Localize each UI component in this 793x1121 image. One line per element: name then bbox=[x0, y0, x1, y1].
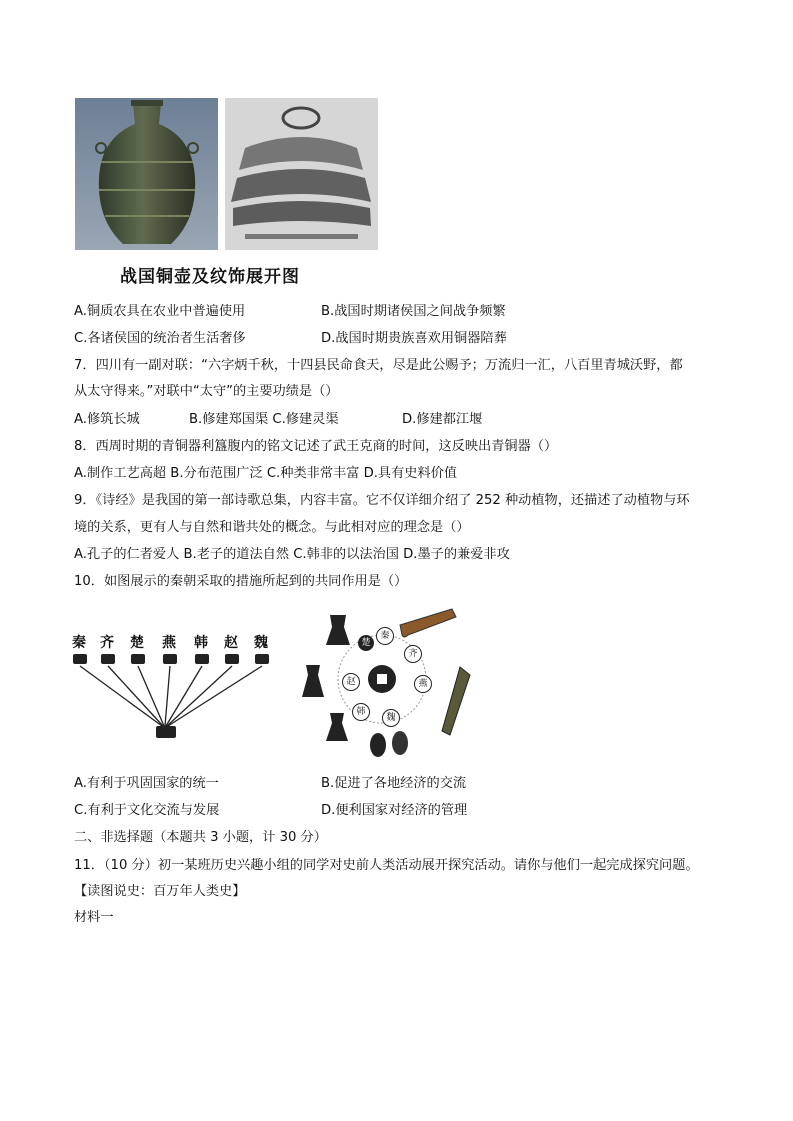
q11-stem: 11．（10 分）初一某班历史兴趣小组的同学对史前人类活动展开探究活动。请你与他们一起完成探究问题。 bbox=[74, 858, 699, 873]
q6-option-b: B.战国时期诸侯国之间战争频繁 bbox=[321, 304, 506, 319]
q7-option-a: A.修筑长城 bbox=[74, 412, 140, 427]
q9-stem-line2: 境的关系，更有人与自然和谐共处的概念。与此相对应的理念是（） bbox=[74, 520, 470, 535]
q7-stem-line1: 7．四川有一副对联：“六字炳千秋，十四县民命食天，尽是此公赐予；万流归一汇，八百里青城沃野，都 bbox=[74, 358, 683, 373]
coin-state-chu: 楚 bbox=[358, 635, 374, 651]
coin-state-qin: 秦 bbox=[376, 627, 394, 645]
state-label-han: 韩 bbox=[194, 635, 208, 651]
q8-stem: 8．西周时期的青铜器利簋腹内的铭文记述了武王克商的时间，这反映出青铜器（） bbox=[74, 439, 558, 454]
q9-stem-line1: 9．《诗经》是我国的第一部诗歌总集，内容丰富。它不仅详细介绍了 252 种动植物，还描述了动植物与环 bbox=[74, 493, 690, 508]
currency-unification-diagram bbox=[300, 605, 475, 765]
coin-state-yan: 燕 bbox=[414, 675, 432, 693]
q7-option-d: D.修建都江堰 bbox=[402, 412, 483, 427]
coin-state-zhao: 赵 bbox=[342, 673, 360, 691]
coin-state-han: 韩 bbox=[352, 703, 370, 721]
state-label-wei: 魏 bbox=[254, 635, 268, 651]
q6-option-d: D.战国时期贵族喜欢用铜器陪葬 bbox=[321, 331, 507, 346]
q9-options: A.孔子的仁者爱人 B.老子的道法自然 C.韩非的以法治国 D.墨子的兼爱非攻 bbox=[74, 547, 510, 562]
q10-option-d: D.便利国家对经济的管理 bbox=[321, 803, 468, 818]
coin-state-qi: 齐 bbox=[404, 645, 422, 663]
state-label-qi: 齐 bbox=[100, 635, 114, 651]
q7-stem-line2: 从太守得来。”对联中“太守”的主要功绩是（） bbox=[74, 384, 339, 399]
state-label-chu: 楚 bbox=[130, 635, 144, 651]
q11-heading: 【读图说史：百万年人类史】 bbox=[74, 884, 246, 899]
q10-option-c: C.有利于文化交流与发展 bbox=[74, 803, 220, 818]
q7-option-bc: B.修建郑国渠 C.修建灵渠 bbox=[189, 412, 339, 427]
bronze-vase-photo bbox=[75, 98, 218, 250]
q10-option-a: A.有利于巩固国家的统一 bbox=[74, 776, 219, 791]
section2-title: 二、非选择题（本题共 3 小题，计 30 分） bbox=[74, 830, 327, 845]
q10-option-b: B.促进了各地经济的交流 bbox=[321, 776, 467, 791]
state-label-zhao: 赵 bbox=[224, 635, 238, 651]
q8-options: A.制作工艺高超 B.分布范围广泛 C.种类非常丰富 D.具有史料价值 bbox=[74, 466, 458, 481]
q10-stem: 10．如图展示的秦朝采取的措施所起到的共同作用是（） bbox=[74, 574, 408, 589]
state-label-yan: 燕 bbox=[162, 635, 176, 651]
state-label-qin: 秦 bbox=[72, 635, 86, 651]
coin-state-wei: 魏 bbox=[382, 709, 400, 727]
q6-option-c: C.各诸侯国的统治者生活奢侈 bbox=[74, 331, 246, 346]
q6-option-a: A.铜质农具在农业中普遍使用 bbox=[74, 304, 246, 319]
figure-caption: 战国铜壶及纹饰展开图 bbox=[120, 267, 300, 287]
q11-material-label: 材料一 bbox=[74, 910, 114, 925]
script-unification-diagram bbox=[70, 632, 275, 742]
vase-pattern-unfold-drawing bbox=[225, 98, 378, 250]
